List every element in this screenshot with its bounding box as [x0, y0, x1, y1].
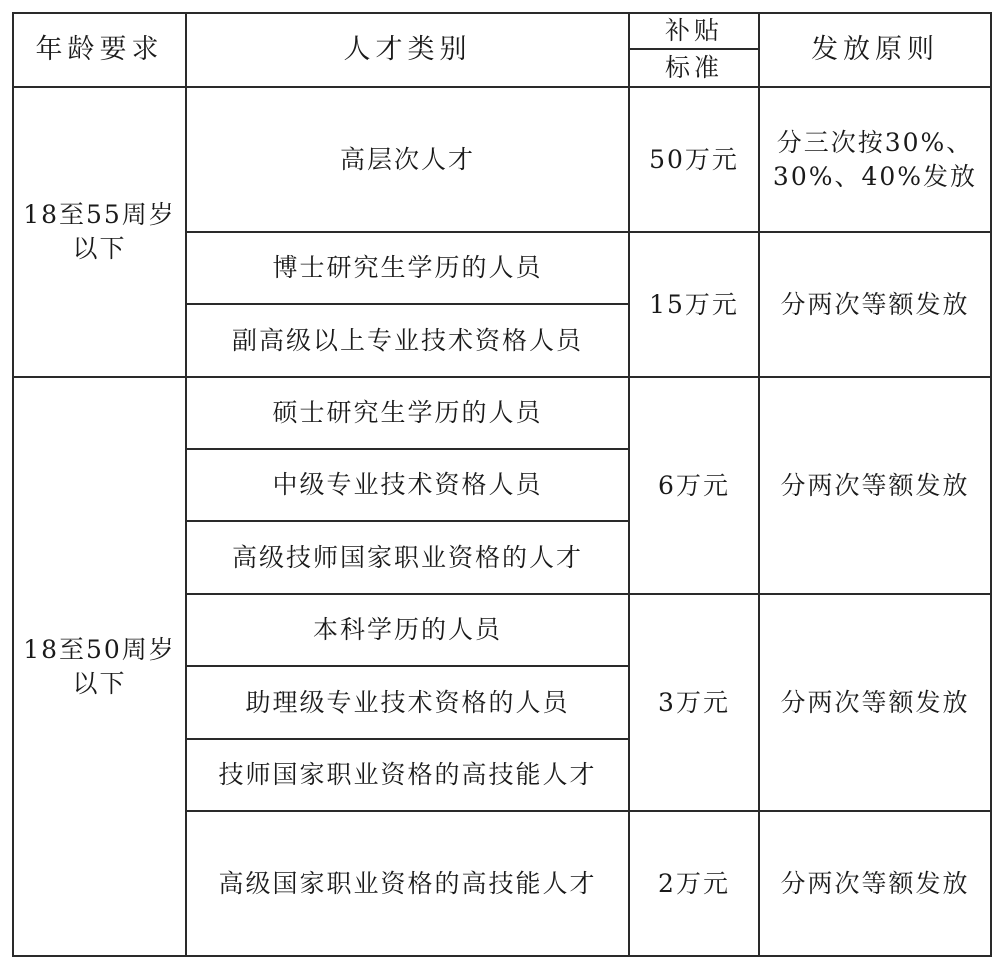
category-cell: 助理级专业技术资格的人员	[186, 666, 629, 739]
principle-cell: 分两次等额发放	[759, 232, 991, 377]
principle-cell: 分两次等额发放	[759, 377, 991, 594]
category-cell: 博士研究生学历的人员	[186, 232, 629, 304]
amount-cell: 2万元	[629, 811, 759, 956]
age-line-1: 18至50周岁	[23, 634, 176, 664]
header-principle: 发放原则	[759, 13, 991, 87]
category-cell: 中级专业技术资格人员	[186, 449, 629, 521]
amount-cell: 50万元	[629, 87, 759, 232]
amount-cell: 15万元	[629, 232, 759, 377]
amount-cell: 3万元	[629, 594, 759, 811]
principle-cell	[759, 87, 991, 232]
category-cell: 高级技师国家职业资格的人才	[186, 521, 629, 594]
header-subsidy-top: 补贴	[629, 13, 759, 49]
category-cell: 高级国家职业资格的高技能人才	[186, 811, 629, 956]
age-line-1: 18至55周岁	[23, 200, 176, 229]
category-cell: 高层次人才	[186, 87, 629, 232]
amount-cell: 6万元	[629, 377, 759, 594]
principle-cell: 分两次等额发放	[759, 594, 991, 811]
principle-cell: 分两次等额发放	[759, 811, 991, 956]
header-category: 人才类别	[186, 13, 629, 87]
category-cell: 硕士研究生学历的人员	[186, 377, 629, 449]
age-line-2: 以下	[72, 234, 127, 263]
category-cell: 本科学历的人员	[186, 594, 629, 666]
category-cell: 副高级以上专业技术资格人员	[186, 304, 629, 377]
subsidy-table	[12, 12, 992, 957]
age-line-2: 以下	[72, 668, 127, 698]
age-cell-group-2	[13, 377, 186, 956]
category-cell: 技师国家职业资格的高技能人才	[186, 739, 629, 811]
header-subsidy-bottom: 标准	[629, 49, 759, 87]
principle-line-2: 30%、40%发放	[772, 161, 978, 191]
header-age: 年龄要求	[13, 13, 186, 87]
age-cell-group-1	[13, 87, 186, 377]
principle-line-1: 分三次按30%、	[776, 127, 974, 157]
